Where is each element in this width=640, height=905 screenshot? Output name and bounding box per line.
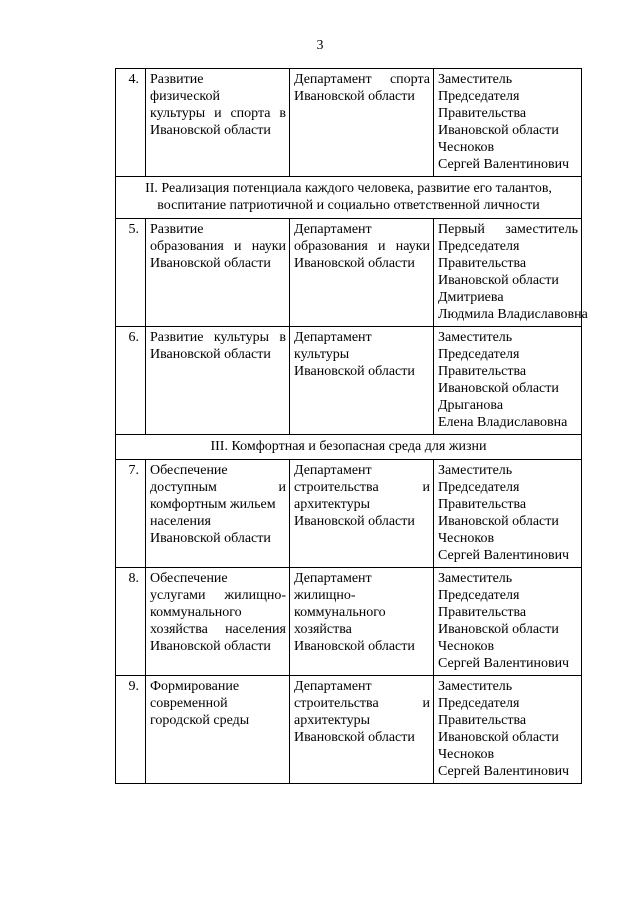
justified-line [150, 587, 286, 604]
cell-line: Обеспечение [150, 463, 228, 478]
section-title [116, 177, 582, 219]
department-cell [290, 219, 434, 327]
cell-line: хозяйства [294, 622, 352, 637]
cell-line: Дмитриева [438, 290, 504, 305]
cell-line: жилищно- [294, 588, 356, 603]
cell-line: Правительства [438, 605, 527, 620]
cell-line: Правительства [438, 256, 527, 271]
word: хозяйства [150, 622, 208, 637]
table-row [116, 568, 582, 676]
justified-line [150, 329, 286, 346]
cell-line: населения [150, 514, 211, 529]
program-name-cell [146, 327, 290, 435]
row-number: 8. [116, 568, 146, 676]
program-name-cell [146, 676, 290, 784]
cell-line: II. Реализация потенциала каждого человека, развитие его талантов, [145, 181, 552, 196]
word: спорта [389, 72, 430, 87]
cell-line: физической [150, 89, 220, 104]
cell-line: Формирование [150, 679, 240, 694]
table-row [116, 219, 582, 327]
department-cell [290, 568, 434, 676]
cell-line: Сергей Валентинович [438, 157, 570, 172]
word: населения [225, 622, 286, 637]
cell-line: III. Комфортная и безопасная среда для жизни [210, 439, 487, 454]
word: и [234, 239, 242, 254]
cell-line: Развитие [150, 72, 204, 87]
cell-line: Правительства [438, 713, 527, 728]
cell-line: Правительства [438, 364, 527, 379]
cell-line: Председателя [438, 239, 520, 254]
cell-line: культуры [294, 347, 350, 362]
cell-line: Сергей Валентинович [438, 548, 570, 563]
cell-line: городской среды [150, 713, 250, 728]
program-name-cell [146, 219, 290, 327]
cell-line: Председателя [438, 588, 520, 603]
programs-table [115, 68, 588, 784]
department-cell [290, 327, 434, 435]
cell-line: Департамент [294, 679, 372, 694]
cell-line: Елена Владиславовна [438, 415, 568, 430]
section-header-row [116, 435, 582, 460]
table-row [116, 460, 582, 568]
curator-cell [434, 676, 582, 784]
row-number: 7. [116, 460, 146, 568]
department-cell [290, 69, 434, 177]
program-name-cell [146, 69, 290, 177]
cell-line: Ивановской области [294, 639, 415, 654]
page-number: 3 [316, 38, 324, 53]
cell-line: коммунального [294, 605, 386, 620]
cell-line: Заместитель [438, 571, 513, 586]
cell-line: Правительства [438, 106, 527, 121]
section-header-row [116, 177, 582, 219]
row-number: 4. [116, 69, 146, 177]
cell-line: Ивановской области [150, 531, 271, 546]
cell-line: Заместитель [438, 72, 513, 87]
justified-line [294, 238, 430, 255]
cell-line: Председателя [438, 696, 520, 711]
justified-line [294, 71, 430, 88]
cell-line: современной [150, 696, 228, 711]
cell-line: архитектуры [294, 497, 370, 512]
department-cell [290, 676, 434, 784]
word: в [279, 106, 286, 121]
program-name-cell [146, 568, 290, 676]
cell-line: Заместитель [438, 463, 513, 478]
cell-line: Сергей Валентинович [438, 764, 570, 779]
cell-line: Заместитель [438, 679, 513, 694]
cell-line: коммунального [150, 605, 242, 620]
cell-line: Заместитель [438, 330, 513, 345]
word: культуры [150, 106, 206, 121]
cell-line: Чесноков [438, 639, 495, 654]
cell-line: Департамент [294, 222, 372, 237]
cell-line: Ивановской области [438, 273, 559, 288]
word: и [214, 106, 222, 121]
cell-line: Ивановской области [294, 514, 415, 529]
cell-line: Чесноков [438, 531, 495, 546]
cell-line: Ивановской области [438, 381, 559, 396]
cell-line: воспитание патриотичной и социально ответственной личности [157, 198, 540, 213]
word: Департамент [294, 72, 372, 87]
justified-line [150, 479, 286, 496]
justified-line [294, 695, 430, 712]
cell-line: Ивановской области [438, 123, 559, 138]
word: жилищно- [224, 588, 286, 603]
cell-line: Ивановской области [150, 256, 271, 271]
justified-line [438, 221, 578, 238]
word: и [422, 696, 430, 711]
program-name-cell [146, 460, 290, 568]
curator-cell [434, 568, 582, 676]
curator-cell [434, 219, 588, 327]
table-row [116, 69, 582, 177]
cell-line: Ивановской области [150, 123, 271, 138]
cell-line: Председателя [438, 480, 520, 495]
word: и [422, 480, 430, 495]
word: науки [395, 239, 430, 254]
justified-line [294, 479, 430, 496]
cell-line: Ивановской области [150, 347, 271, 362]
word: образования [294, 239, 368, 254]
cell-line: Ивановской области [150, 639, 271, 654]
justified-line [150, 105, 286, 122]
cell-line: Чесноков [438, 140, 495, 155]
curator-cell [434, 327, 582, 435]
table-row [116, 676, 582, 784]
word: культуры [213, 330, 269, 345]
cell-line: Департамент [294, 330, 372, 345]
cell-line: Дрыганова [438, 398, 504, 413]
cell-line: Ивановской области [438, 622, 559, 637]
cell-line: Ивановской области [294, 89, 415, 104]
cell-line: Ивановской области [438, 730, 559, 745]
cell-line: Сергей Валентинович [438, 656, 570, 671]
cell-line: Людмила Владиславовна [438, 307, 588, 322]
word: науки [251, 239, 286, 254]
word: Первый [438, 222, 485, 237]
cell-line: Департамент [294, 571, 372, 586]
cell-line: Развитие [150, 222, 204, 237]
cell-line: Ивановской области [294, 364, 415, 379]
cell-line: Ивановской области [438, 514, 559, 529]
row-number: 5. [116, 219, 146, 327]
cell-line: архитектуры [294, 713, 370, 728]
cell-line: комфортным жильем [150, 497, 276, 512]
cell-line: Ивановской области [294, 256, 415, 271]
word: образования [150, 239, 224, 254]
cell-line: Департамент [294, 463, 372, 478]
word: Развитие [150, 330, 204, 345]
cell-line: Председателя [438, 89, 520, 104]
cell-line: Правительства [438, 497, 527, 512]
row-number: 6. [116, 327, 146, 435]
cell-line: Обеспечение [150, 571, 228, 586]
word: строительства [294, 696, 379, 711]
row-number: 9. [116, 676, 146, 784]
section-title [116, 435, 582, 460]
cell-line: Чесноков [438, 747, 495, 762]
justified-line [150, 238, 286, 255]
word: в [279, 330, 286, 345]
word: и [278, 480, 286, 495]
curator-cell [434, 69, 582, 177]
department-cell [290, 460, 434, 568]
cell-line: Председателя [438, 347, 520, 362]
justified-line [150, 621, 286, 638]
curator-cell [434, 460, 582, 568]
word: и [378, 239, 386, 254]
word: спорта [230, 106, 271, 121]
cell-line: Ивановской области [294, 730, 415, 745]
programs-table-body [116, 69, 588, 784]
word: услугами [150, 588, 206, 603]
word: доступным [150, 480, 217, 495]
table-row [116, 327, 582, 435]
word: заместитель [505, 222, 578, 237]
word: строительства [294, 480, 379, 495]
